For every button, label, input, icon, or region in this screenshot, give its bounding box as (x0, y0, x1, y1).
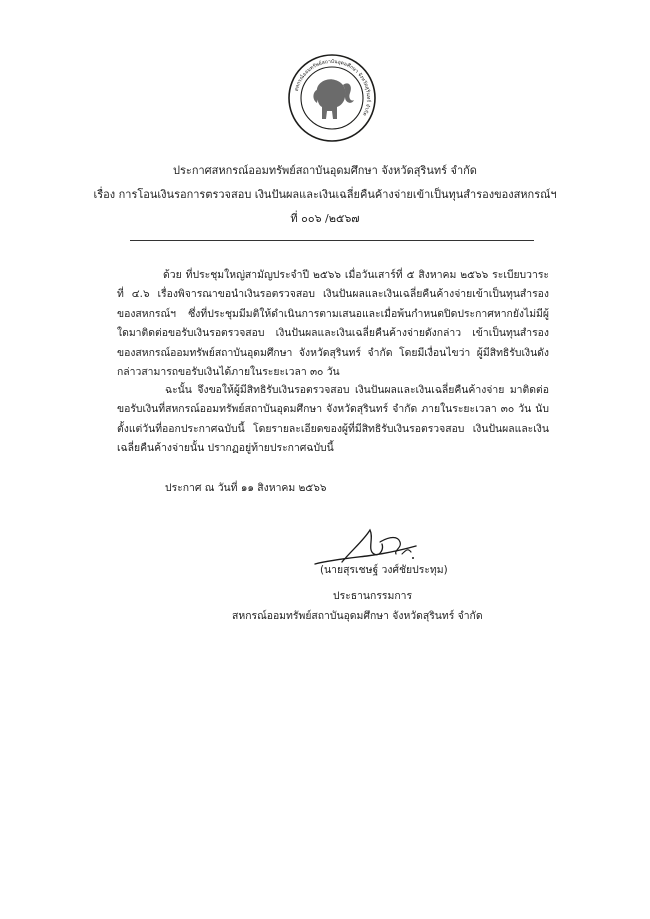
elephant-seal-icon (287, 53, 377, 143)
paragraph-2: ฉะนั้น จึงขอให้ผู้มีสิทธิรับเงินรอตรวจสอบ เงินปันผลและเงินเฉลี่ยคืนค้างจ่าย มาติดต่อขอรับเงินที่สหกรณ์ออมทรัพย์สถาบันอุดมศึกษา จังหวัดสุรินทร์ จำกัด ภายในระยะเวลา ๓๐ วัน นับตั้งแต่วันที่ออกประกาศฉบับนี้ โดยรายละเอียดของผู้ที่มีสิทธิรับเงินรอตรวจสอบ เงินปันผลและเงินเฉลี่ยคืนค้างจ่ายนั้น ปรากฏอยู่ท้ายประกาศฉบับนี้ (117, 384, 549, 455)
announcement-title: ประกาศสหกรณ์ออมทรัพย์สถาบันอุดมศึกษา จังหวัดสุรินทร์ จำกัด (173, 164, 477, 177)
divider-line (130, 240, 534, 241)
logo-seal (287, 53, 377, 143)
announcement-number: ที่ ๐๐๖ /๒๕๖๗ (290, 212, 360, 225)
signer-name: (นายสุรเชษฐ์ วงศ์ชัยประทุม) (320, 564, 448, 576)
svg-text:สหกรณ์ออมทรัพย์สถาบันอุดมศึกษา: สหกรณ์ออมทรัพย์สถาบันอุดมศึกษา จังหวัดสุรินทร์ จำกัด (293, 58, 372, 117)
paragraph-1: ด้วย ที่ประชุมใหญ่สามัญประจำปี ๒๕๖๖ เมื่อวันเสาร์ที่ ๕ สิงหาคม ๒๕๖๖ ระเบียบวาระที่ ๔.๖ เรื่องพิจารณาขอนำเงินรอตรวจสอบ เงินปันผลและเงินเฉลี่ยคืนค้างจ่ายเข้าเป็นทุนสำรองของสหกรณ์ฯ ซึ่งที่ประชุมมีมติให้ดำเนินการตามเสนอและเมื่อพ้นกำหนดปิดประกาศหากยังไม่มีผู้ใดมาติดต่อขอรับเงินรอตรวจสอบ เงินปันผลและเงินเฉลี่ยคืนค้างจ่ายดังกล่าว เข้าเป็นทุนสำรองของสหกรณ์ออมทรัพย์สถาบันอุดมศึกษา จังหวัดสุรินทร์ จำกัด โดยมีเงื่อนไขว่า ผู้มีสิทธิรับเงินดังกล่าวสามารถขอรับเงินได้ภายในระยะเวลา ๓๐ วัน (117, 269, 549, 379)
signer-organization: สหกรณ์ออมทรัพย์สถาบันอุดมศึกษา จังหวัดสุรินทร์ จำกัด (232, 610, 483, 622)
signer-position: ประธานกรรมการ (333, 590, 413, 602)
announcement-subject: เรื่อง การโอนเงินรอการตรวจสอบ เงินปันผลและเงินเฉลี่ยคืนค้างจ่ายเข้าเป็นทุนสำรองของสหกรณ์ฯ (93, 188, 557, 201)
announce-date: ประกาศ ณ วันที่ ๑๑ สิงหาคม ๒๕๖๖ (165, 482, 327, 494)
